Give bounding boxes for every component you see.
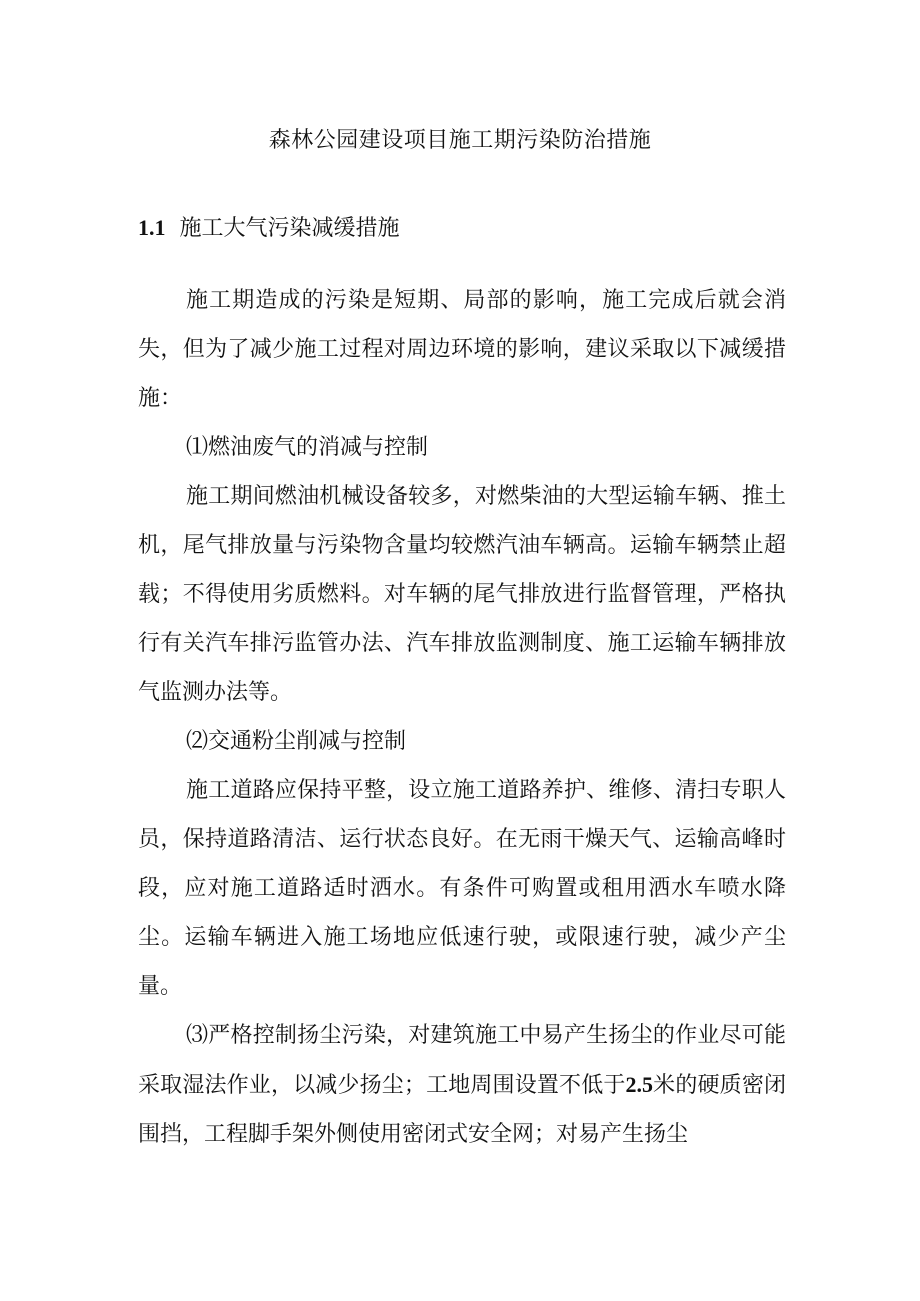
section-heading-text: 施工大气污染减缓措施	[179, 216, 400, 241]
fence-height-value: 2.5	[625, 1072, 654, 1097]
section-number: 1.1	[138, 215, 166, 240]
document-title: 森林公园建设项目施工期污染防治措施	[268, 128, 652, 153]
paragraph-traffic-dust: 施工道路应保持平整，设立施工道路养护、维修、清扫专职人员，保持道路清洁、运行状态良好。在无雨干燥天气、运输高峰时段，应对施工道路适时洒水。有条件可购置或租用洒水车喷水降尘。运输车辆进入施工场地应低速行驶，或限速行驶，减少产尘量。	[138, 778, 786, 999]
intro-paragraph: 施工期造成的污染是短期、局部的影响，施工完成后就会消失，但为了减少施工过程对周边环境的影响，建议采取以下减缓措施：	[138, 288, 786, 411]
section-heading	[138, 212, 400, 245]
dust-control-text-end: 米的硬质密闭围挡，工程脚手架外侧使用密闭式安全网；对易产生扬尘	[138, 1073, 786, 1147]
subheading-fuel-exhaust: ⑴燃油废气的消减与控制	[186, 435, 429, 460]
dust-control-text-start: ⑶严格控制扬尘污染，对建筑施工中易产生扬尘的作业尽可能采取湿法作业，以减少扬尘；工地周围设置不低于	[138, 1023, 786, 1098]
paragraph-fuel-exhaust: 施工期间燃油机械设备较多，对燃柴油的大型运输车辆、推土机，尾气排放量与污染物含量均较燃汽油车辆高。运输车辆禁止超载；不得使用劣质燃料。对车辆的尾气排放进行监督管理，严格执行有关汽车排污监管办法、汽车排放监测制度、施工运输车辆排放气监测办法等。	[138, 484, 786, 705]
paragraph-dust-control	[138, 1011, 786, 1159]
subheading-traffic-dust: ⑵交通粉尘削减与控制	[186, 729, 407, 754]
document-body	[138, 276, 786, 1159]
